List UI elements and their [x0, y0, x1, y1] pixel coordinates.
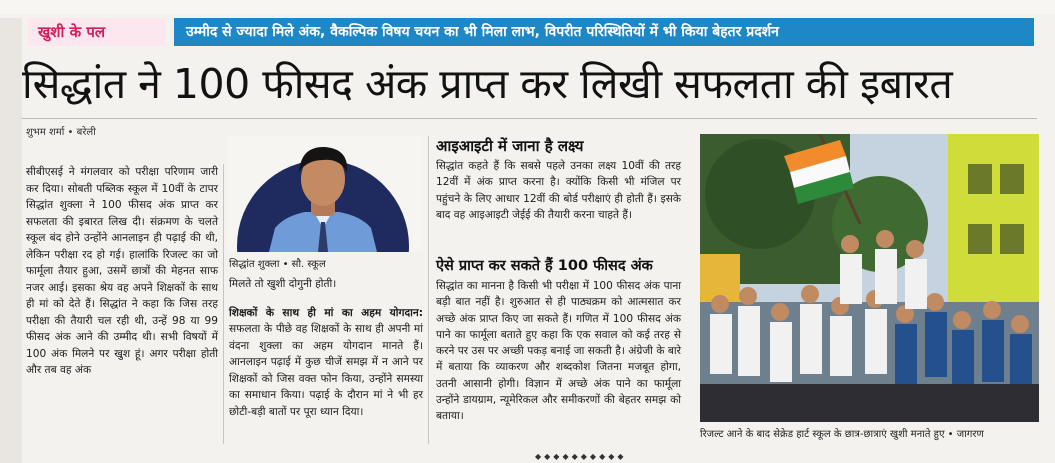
page-ornament: ◆◆◆◆◆◆◆◆◆◆	[535, 452, 627, 461]
subheadline-band: उम्मीद से ज्यादा मिले अंक, वैकल्पिक विषय चयन का भी मिला लाभ, विपरीत परिस्थितियों में भी किया बेहतर प्रदर्शन	[174, 18, 1034, 46]
headline-rule	[22, 118, 1037, 119]
headline: सिद्धांत ने 100 फीसद अंक प्राप्त कर लिखी सफलता की इबारत	[22, 60, 953, 108]
column-2-heading: शिक्षकों के साथ ही मां का अहम योगदान:	[229, 306, 423, 319]
portrait-photo	[227, 136, 423, 252]
section-1-heading: आइआइटी में जाना है लक्ष्य	[436, 137, 584, 155]
column-divider	[223, 164, 224, 444]
celebration-photo	[700, 134, 1039, 422]
column-2-text: सफलता के पीछे वह शिक्षकों के साथ ही अपनी मां वंदना शुक्ला का अहम योगदान मानते हैं। आनलाइन पढ़ाई में कुछ चीजें समझ में न आने पर शिक्षकों को जिस वक्त फोन किया, उन्होंने समस्या का समाधान किया। पढ़ाई के दौरान मां ने भी हर छोटी-बड़ी बातों पर पूरा ध्यान दिया।	[229, 323, 423, 418]
section-1-text: सिद्धांत कहते हैं कि सबसे पहले उनका लक्ष्य 10वीं की तरह 12वीं में अंक प्राप्त करना है। क्योंकि किसी भी मंजिल पर पहुंचने के लिए आधार 12वीं की बोर्ड परीक्षाएं ही होती हैं। इसके बाद वह आइआइटी जेईई की तैयारी करना चाहते हैं।	[436, 160, 681, 221]
celebration-caption: रिजल्ट आने के बाद सेक्रेड हार्ट स्कूल के छात्र-छात्राएं खुशी मनाते हुए • जागरण	[700, 429, 984, 440]
article-column-2	[229, 294, 423, 431]
column-2-lead: मिलते तो खुशी दोगुनी होती।	[229, 278, 337, 290]
adjacent-page-edge	[0, 18, 22, 463]
section-1-body	[436, 158, 681, 223]
section-2-body	[436, 278, 681, 425]
top-cut-strip	[0, 0, 1055, 14]
portrait-caption: सिद्धांत शुक्ला • सौ. स्कूल	[229, 259, 326, 270]
column-divider	[428, 136, 429, 444]
column-1-text: सीबीएसई ने मंगलवार को परीक्षा परिणाम जारी कर दिया। सोबती पब्लिक स्कूल में 10वीं के टापर सिद्धांत शुक्ला ने 100 फीसद अंक प्राप्त कर सफलता की इबारत लिख दी। संक्रमण के चलते स्कूल बंद होने उन्होंने आनलाइन ही पढ़ाई की थी, लेकिन परीक्षा रद हो गई। हालांकि रिजल्ट का जो फार्मूला तैयार हुआ, उसमें छात्रों की मेहनत साफ नजर आई। इसका श्रेय वह अपने शिक्षकों के साथ ही मां को देते हैं। सिद्धांत ने कहा कि जिस तरह परीक्षा की तैयारी चल रही थी, उन्हें 98 या 99 फीसद अंक आने की उम्मीद थी। सभी विषयों में 100 अंक मिलने पर खुश हूं। अगर परीक्षा होती और तब वह अंक	[26, 166, 218, 376]
section-tag: खुशी के पल	[28, 18, 166, 46]
byline: शुभम शर्मा • बरेली	[26, 127, 96, 138]
section-2-heading: ऐसे प्राप्त कर सकते हैं 100 फीसद अंक	[436, 258, 653, 274]
section-2-text: सिद्धांत का मानना है किसी भी परीक्षा में 100 फीसद अंक पाना बड़ी बात नहीं है। शुरुआत से ही पाठ्यक्रम को आत्मसात कर अच्छे अंक प्राप्त किए जा सकते हैं। गणित में 100 फीसद अंक पाने का फार्मूला बताते हुए कहा कि एक सवाल को कई तरह से करने पर उस पर अच्छी पकड़ बनाई जा सकती है। अंग्रेजी के बारे में बताया कि व्याकरण और शब्दकोश जितना मजबूत होगा, उतनी आसानी होगी। विज्ञान में अच्छे अंक पाने का फार्मूला उन्होंने डायग्राम, न्यूमेरिकल और समीकरणों की बेहतर समझ को बताया।	[436, 280, 681, 423]
article-column-1	[26, 164, 218, 379]
